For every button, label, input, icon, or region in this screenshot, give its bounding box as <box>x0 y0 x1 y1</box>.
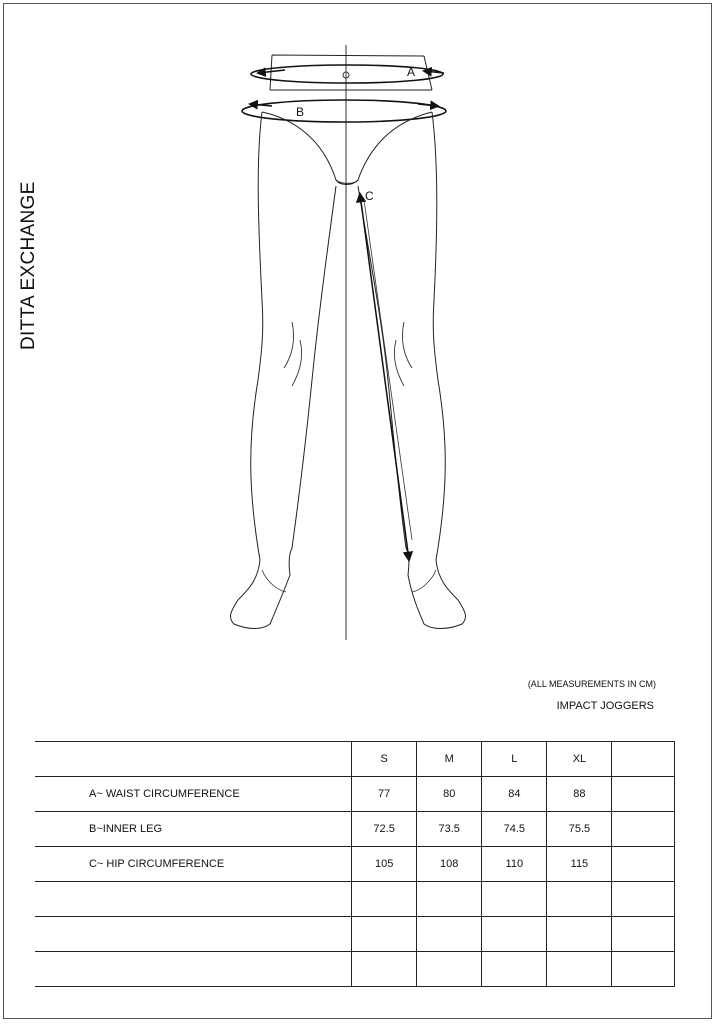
header-label-cell <box>35 742 352 777</box>
hip-arrow-right <box>418 104 438 106</box>
table-row <box>35 847 675 882</box>
table-cell <box>612 777 675 812</box>
left-leg-outline <box>231 112 336 629</box>
table-cell <box>547 917 612 952</box>
header-size-extra <box>612 742 675 777</box>
table-row <box>35 917 675 952</box>
knee-detail-left <box>284 322 302 386</box>
knee-detail-right <box>394 322 412 386</box>
table-cell: 73.5 <box>417 812 482 847</box>
table-row <box>35 777 675 812</box>
table-cell <box>547 882 612 917</box>
header-size-m: M <box>417 742 482 777</box>
hip-outline <box>262 112 432 185</box>
table-cell: 108 <box>417 847 482 882</box>
table-row <box>35 952 675 987</box>
table-cell <box>417 917 482 952</box>
table-cell: 115 <box>547 847 612 882</box>
table-cell <box>482 882 547 917</box>
hip-measure-ellipse <box>242 100 446 122</box>
measurement-unit-note: (ALL MEASUREMENTS IN CM) <box>527 679 656 689</box>
table-cell <box>612 847 675 882</box>
product-name: IMPACT JOGGERS <box>556 700 654 712</box>
table-cell <box>547 952 612 987</box>
header-size-s: S <box>352 742 417 777</box>
row-label: A~ WAIST CIRCUMFERENCE <box>35 777 352 812</box>
table-cell: 88 <box>547 777 612 812</box>
table-cell: 80 <box>417 777 482 812</box>
row-label: B~INNER LEG <box>35 812 352 847</box>
table-cell: 110 <box>482 847 547 882</box>
table-cell <box>482 952 547 987</box>
brand-title: DITTA EXCHANGE <box>18 181 39 350</box>
row-label: C~ HIP CIRCUMFERENCE <box>35 847 352 882</box>
marker-b: B <box>296 105 305 119</box>
table-cell <box>612 952 675 987</box>
table-cell <box>417 952 482 987</box>
size-chart-table <box>35 741 675 987</box>
row-label <box>35 882 352 917</box>
table-cell <box>352 917 417 952</box>
table-cell <box>482 917 547 952</box>
table-cell: 72.5 <box>352 812 417 847</box>
table-cell <box>612 917 675 952</box>
table-cell: 74.5 <box>482 812 547 847</box>
table-row <box>35 882 675 917</box>
table-cell <box>352 952 417 987</box>
table-cell: 105 <box>352 847 417 882</box>
header-size-l: L <box>482 742 547 777</box>
table-cell <box>352 882 417 917</box>
header-size-xl: XL <box>547 742 612 777</box>
table-cell <box>612 882 675 917</box>
table-header-row <box>35 742 675 777</box>
table-cell <box>612 812 675 847</box>
table-row <box>35 812 675 847</box>
marker-a: A <box>407 65 416 79</box>
table-cell: 77 <box>352 777 417 812</box>
waist-arrow-right <box>424 71 444 73</box>
table-cell <box>417 882 482 917</box>
marker-c: C <box>365 189 374 203</box>
inner-leg-arrow <box>360 194 409 560</box>
table-cell: 84 <box>482 777 547 812</box>
row-label <box>35 917 352 952</box>
table-cell: 75.5 <box>547 812 612 847</box>
row-label <box>35 952 352 987</box>
right-leg-outline <box>358 112 465 629</box>
